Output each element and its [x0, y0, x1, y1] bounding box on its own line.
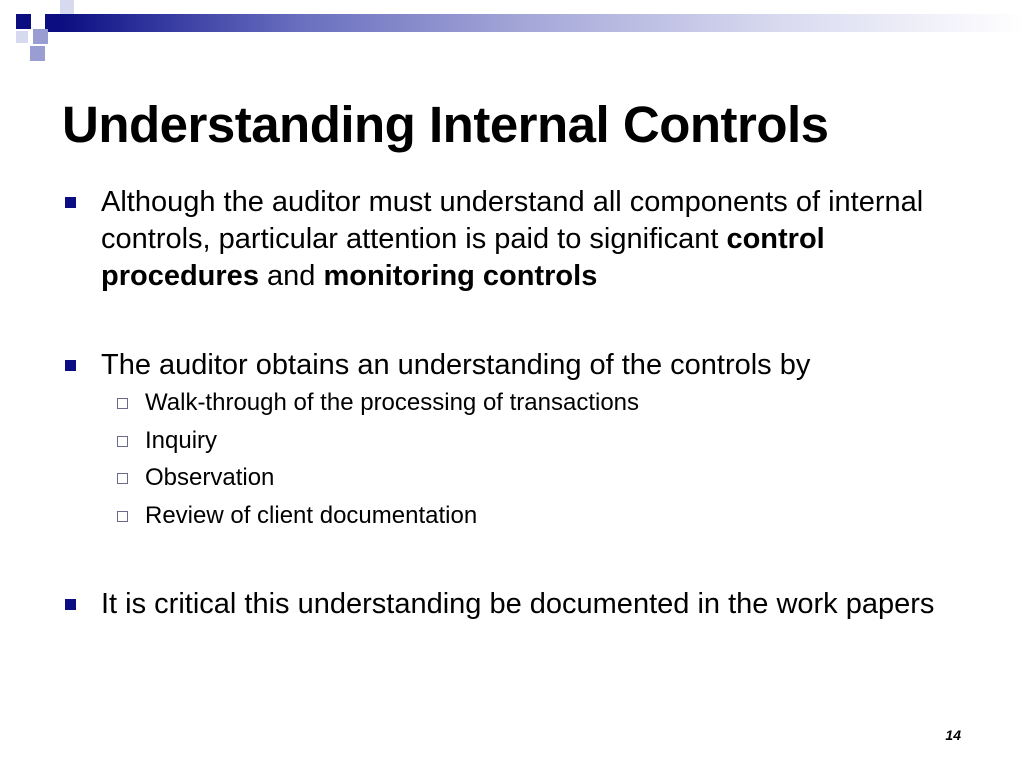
decorative-square: [60, 0, 74, 14]
sub-bullet-item: [64, 459, 964, 497]
header-gradient-band: [60, 14, 1024, 32]
sub-bullet-text: Review of client documentation: [145, 501, 478, 529]
sub-bullet-item: [64, 422, 964, 460]
decorative-square: [16, 14, 31, 29]
sub-bullet-text: Walk-through of the processing of transactions: [145, 389, 640, 416]
sub-bullet-item: [64, 497, 964, 535]
decorative-square: [16, 31, 28, 43]
bullet-text: The auditor obtains an understanding of the controls by: [101, 349, 811, 381]
bullet-item: [64, 184, 964, 295]
sub-bullet-text: Observation: [145, 464, 275, 491]
hollow-square-bullet-icon: [117, 398, 128, 409]
sub-bullet-text: Inquiry: [145, 426, 218, 454]
sub-bullet-item: [64, 384, 964, 422]
bullet-bold-text: control procedures: [101, 223, 825, 292]
page-number: 14: [945, 727, 961, 743]
slide-title: Understanding Internal Controls: [62, 96, 829, 153]
bullet-text: and: [258, 260, 324, 292]
filled-square-bullet-icon: [65, 599, 76, 610]
hollow-square-bullet-icon: [117, 511, 128, 522]
slide-body: [64, 184, 964, 623]
filled-square-bullet-icon: [65, 360, 76, 371]
hollow-square-bullet-icon: [117, 473, 128, 484]
decorative-square: [30, 46, 45, 61]
hollow-square-bullet-icon: [117, 436, 128, 447]
bullet-text: Although the auditor must understand all components of internal controls, particular attention is paid to significant: [101, 186, 924, 255]
bullet-item: [64, 586, 964, 623]
filled-square-bullet-icon: [65, 197, 76, 208]
bullet-text: It is critical this understanding be documented in the work papers: [101, 588, 935, 620]
decorative-square: [33, 29, 48, 44]
bullet-bold-text: monitoring controls: [323, 260, 598, 292]
bullet-item: [64, 347, 964, 384]
